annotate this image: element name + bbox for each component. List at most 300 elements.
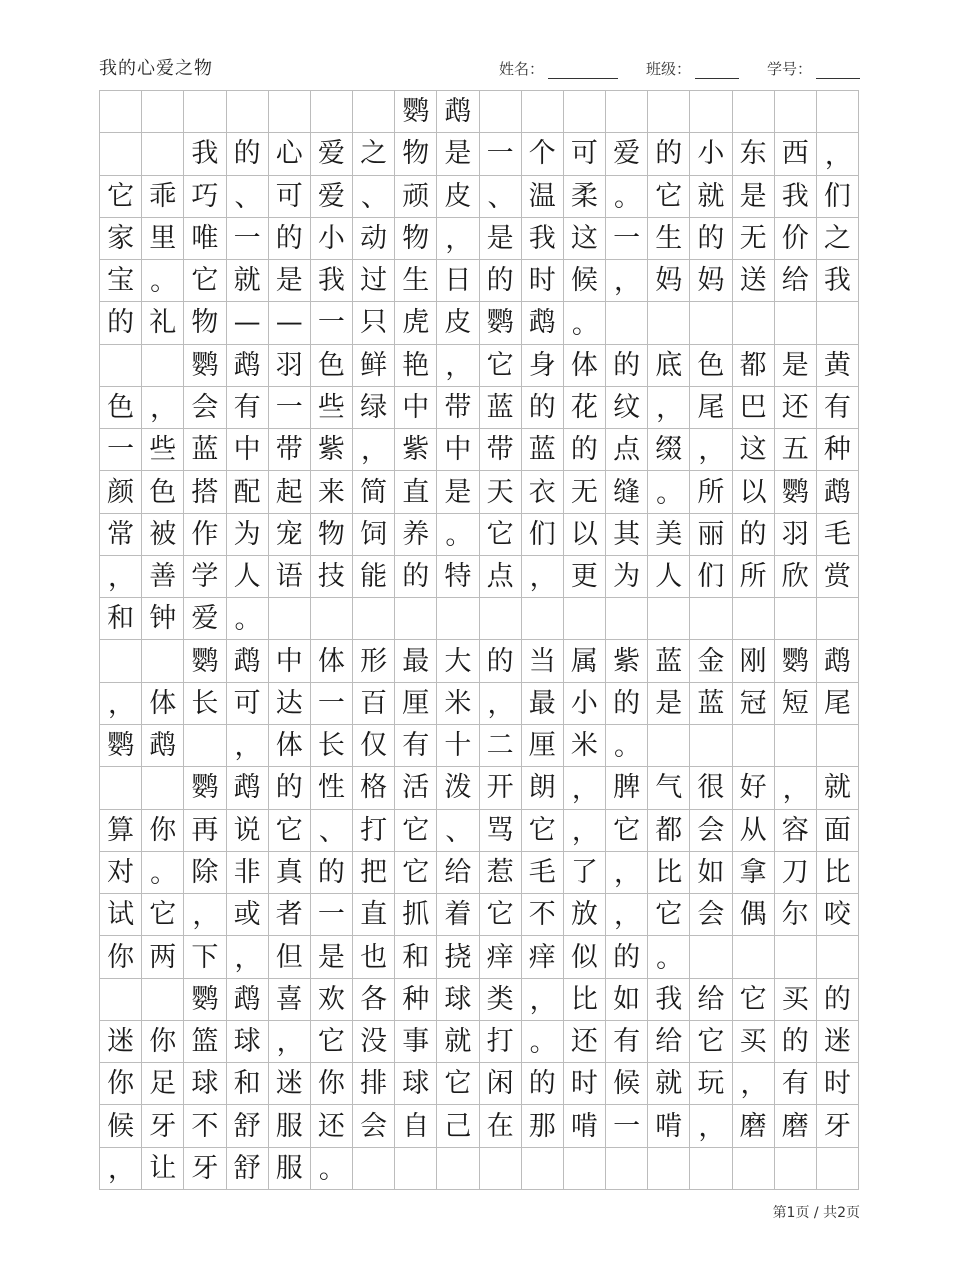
grid-cell: 。 bbox=[227, 598, 269, 640]
grid-cell: 这 bbox=[733, 429, 775, 471]
grid-cell: 是 bbox=[437, 133, 479, 175]
grid-cell: 打 bbox=[480, 1021, 522, 1063]
grid-cell: 鹉 bbox=[227, 640, 269, 682]
grid-cell: 。 bbox=[606, 725, 648, 767]
grid-cell: 痒 bbox=[522, 936, 564, 978]
grid-cell bbox=[606, 1148, 648, 1190]
title-cell bbox=[100, 91, 142, 133]
grid-cell: ， bbox=[690, 1105, 732, 1147]
grid-cell bbox=[480, 1148, 522, 1190]
grid-cell: 鹦 bbox=[775, 471, 817, 513]
grid-cell: 你 bbox=[142, 810, 184, 852]
grid-cell: 鹦 bbox=[184, 345, 226, 387]
grid-cell: 仅 bbox=[353, 725, 395, 767]
title-cell bbox=[522, 91, 564, 133]
grid-cell: 短 bbox=[775, 683, 817, 725]
grid-cell: 真 bbox=[269, 852, 311, 894]
grid-cell: — bbox=[269, 302, 311, 344]
grid-cell: 有 bbox=[227, 387, 269, 429]
grid-cell: 舒 bbox=[227, 1148, 269, 1190]
grid-cell: 活 bbox=[395, 767, 437, 809]
grid-cell: 一 bbox=[480, 133, 522, 175]
grid-cell: 柔 bbox=[564, 176, 606, 218]
grid-cell: 的 bbox=[100, 302, 142, 344]
grid-cell: 、 bbox=[227, 176, 269, 218]
grid-cell: 大 bbox=[437, 640, 479, 682]
grid-cell: 惹 bbox=[480, 852, 522, 894]
grid-cell: 来 bbox=[311, 471, 353, 513]
title-cell: 鹦 bbox=[395, 91, 437, 133]
grid-cell: 它 bbox=[648, 894, 690, 936]
grid-cell: 宝 bbox=[100, 260, 142, 302]
grid-cell: ， bbox=[522, 556, 564, 598]
grid-cell: 紫 bbox=[395, 429, 437, 471]
grid-cell: 温 bbox=[522, 176, 564, 218]
grid-cell: ， bbox=[184, 894, 226, 936]
grid-cell: 你 bbox=[100, 1063, 142, 1105]
grid-cell: 语 bbox=[269, 556, 311, 598]
grid-cell: 的 bbox=[775, 1021, 817, 1063]
grid-cell: 。 bbox=[648, 936, 690, 978]
grid-cell: 花 bbox=[564, 387, 606, 429]
grid-cell: 羽 bbox=[775, 514, 817, 556]
grid-cell bbox=[142, 345, 184, 387]
grid-cell: 的 bbox=[606, 936, 648, 978]
grid-cell: 候 bbox=[564, 260, 606, 302]
grid-cell: 中 bbox=[437, 429, 479, 471]
grid-cell: 它 bbox=[733, 979, 775, 1021]
grid-cell: 动 bbox=[353, 218, 395, 260]
name-blank-line[interactable] bbox=[548, 62, 618, 79]
grid-cell: 和 bbox=[100, 598, 142, 640]
grid-cell: 买 bbox=[733, 1021, 775, 1063]
grid-cell: 常 bbox=[100, 514, 142, 556]
grid-cell: 米 bbox=[564, 725, 606, 767]
grid-cell bbox=[522, 1148, 564, 1190]
grid-cell: 可 bbox=[269, 176, 311, 218]
grid-cell: 是 bbox=[437, 471, 479, 513]
grid-cell: 如 bbox=[606, 979, 648, 1021]
grid-cell: 的 bbox=[269, 218, 311, 260]
grid-cell: 尔 bbox=[775, 894, 817, 936]
title-cell bbox=[142, 91, 184, 133]
grid-cell: 无 bbox=[564, 471, 606, 513]
grid-cell: 除 bbox=[184, 852, 226, 894]
grid-cell: 鹦 bbox=[184, 640, 226, 682]
grid-cell: 试 bbox=[100, 894, 142, 936]
grid-cell: 善 bbox=[142, 556, 184, 598]
grid-cell: 所 bbox=[690, 471, 732, 513]
grid-cell: 有 bbox=[395, 725, 437, 767]
grid-cell: 但 bbox=[269, 936, 311, 978]
grid-cell: 服 bbox=[269, 1105, 311, 1147]
grid-cell: 鹉 bbox=[227, 767, 269, 809]
grid-cell: 给 bbox=[775, 260, 817, 302]
grid-cell: 牙 bbox=[184, 1148, 226, 1190]
grid-cell: 、 bbox=[437, 810, 479, 852]
grid-cell: ， bbox=[269, 1021, 311, 1063]
grid-cell: 绿 bbox=[353, 387, 395, 429]
grid-cell: 舒 bbox=[227, 1105, 269, 1147]
grid-cell bbox=[817, 725, 859, 767]
grid-cell: 妈 bbox=[648, 260, 690, 302]
student-info-fields bbox=[471, 58, 860, 79]
grid-cell: ， bbox=[227, 936, 269, 978]
grid-cell: 们 bbox=[690, 556, 732, 598]
grid-cell: 一 bbox=[269, 387, 311, 429]
grid-cell: 啃 bbox=[564, 1105, 606, 1147]
grid-cell bbox=[184, 725, 226, 767]
grid-cell: 把 bbox=[353, 852, 395, 894]
grid-cell: 丽 bbox=[690, 514, 732, 556]
grid-cell: 。 bbox=[142, 260, 184, 302]
grid-cell: 饲 bbox=[353, 514, 395, 556]
grid-cell: 妈 bbox=[690, 260, 732, 302]
grid-cell: 的 bbox=[227, 133, 269, 175]
grid-cell: 它 bbox=[690, 1021, 732, 1063]
grid-cell bbox=[817, 1148, 859, 1190]
grid-cell: 它 bbox=[480, 345, 522, 387]
grid-cell: 我 bbox=[817, 260, 859, 302]
title-cell bbox=[606, 91, 648, 133]
grid-cell: ， bbox=[100, 556, 142, 598]
grid-cell: 篮 bbox=[184, 1021, 226, 1063]
grid-cell: 一 bbox=[311, 302, 353, 344]
grid-cell: 还 bbox=[564, 1021, 606, 1063]
grid-cell: 这 bbox=[564, 218, 606, 260]
grid-cell: 的 bbox=[564, 429, 606, 471]
grid-cell: 那 bbox=[522, 1105, 564, 1147]
grid-cell: 简 bbox=[353, 471, 395, 513]
grid-cell: 爱 bbox=[184, 598, 226, 640]
grid-cell: ， bbox=[480, 683, 522, 725]
grid-cell: 迷 bbox=[817, 1021, 859, 1063]
grid-cell: 它 bbox=[142, 894, 184, 936]
grid-cell: 带 bbox=[269, 429, 311, 471]
grid-cell bbox=[690, 302, 732, 344]
title-cell: 鹉 bbox=[437, 91, 479, 133]
grid-cell: 它 bbox=[648, 176, 690, 218]
grid-cell: 过 bbox=[353, 260, 395, 302]
grid-cell: 和 bbox=[227, 1063, 269, 1105]
grid-cell: 从 bbox=[733, 810, 775, 852]
grid-cell: 一 bbox=[606, 218, 648, 260]
grid-cell: 缝 bbox=[606, 471, 648, 513]
grid-cell: 中 bbox=[227, 429, 269, 471]
grid-cell bbox=[437, 598, 479, 640]
grid-cell: 足 bbox=[142, 1063, 184, 1105]
grid-cell: 小 bbox=[564, 683, 606, 725]
grid-cell: 的 bbox=[522, 1063, 564, 1105]
grid-cell: 球 bbox=[437, 979, 479, 1021]
grid-cell: 非 bbox=[227, 852, 269, 894]
grid-cell: 是 bbox=[480, 218, 522, 260]
grid-cell: 各 bbox=[353, 979, 395, 1021]
grid-cell: 。 bbox=[437, 514, 479, 556]
grid-cell: 美 bbox=[648, 514, 690, 556]
grid-cell: 抓 bbox=[395, 894, 437, 936]
grid-cell: 蓝 bbox=[522, 429, 564, 471]
grid-cell bbox=[395, 598, 437, 640]
grid-cell: 之 bbox=[353, 133, 395, 175]
grid-cell bbox=[353, 598, 395, 640]
grid-cell: 不 bbox=[184, 1105, 226, 1147]
grid-cell: 为 bbox=[227, 514, 269, 556]
grid-cell: 的 bbox=[480, 640, 522, 682]
grid-cell: 都 bbox=[733, 345, 775, 387]
grid-cell: ， bbox=[227, 725, 269, 767]
grid-cell: 。 bbox=[311, 1148, 353, 1190]
grid-cell: 让 bbox=[142, 1148, 184, 1190]
grid-cell: 它 bbox=[269, 810, 311, 852]
grid-cell: 日 bbox=[437, 260, 479, 302]
grid-cell: 体 bbox=[311, 640, 353, 682]
grid-cell: 礼 bbox=[142, 302, 184, 344]
title-cell bbox=[311, 91, 353, 133]
grid-cell: 、 bbox=[311, 810, 353, 852]
grid-cell: 其 bbox=[606, 514, 648, 556]
grid-cell: 面 bbox=[817, 810, 859, 852]
grid-cell bbox=[733, 1148, 775, 1190]
grid-cell: 赏 bbox=[817, 556, 859, 598]
grid-cell: 色 bbox=[142, 471, 184, 513]
title-cell bbox=[564, 91, 606, 133]
grid-cell: 最 bbox=[395, 640, 437, 682]
grid-cell: 打 bbox=[353, 810, 395, 852]
grid-cell: 喜 bbox=[269, 979, 311, 1021]
grid-cell: ， bbox=[100, 1148, 142, 1190]
grid-cell: 它 bbox=[311, 1021, 353, 1063]
grid-cell: 就 bbox=[817, 767, 859, 809]
grid-cell: 长 bbox=[184, 683, 226, 725]
grid-cell: 都 bbox=[648, 810, 690, 852]
grid-cell: 作 bbox=[184, 514, 226, 556]
grid-cell: 巴 bbox=[733, 387, 775, 429]
grid-cell: 长 bbox=[311, 725, 353, 767]
grid-cell: 挠 bbox=[437, 936, 479, 978]
grid-cell: 闲 bbox=[480, 1063, 522, 1105]
student-number-field[interactable] bbox=[767, 58, 860, 79]
grid-cell: 爱 bbox=[311, 176, 353, 218]
grid-cell: 人 bbox=[227, 556, 269, 598]
grid-cell: 的 bbox=[690, 218, 732, 260]
grid-cell: 黄 bbox=[817, 345, 859, 387]
grid-cell: ， bbox=[437, 345, 479, 387]
grid-cell bbox=[648, 302, 690, 344]
name-field[interactable] bbox=[499, 58, 618, 79]
grid-cell bbox=[142, 979, 184, 1021]
grid-cell: 两 bbox=[142, 936, 184, 978]
title-cell bbox=[184, 91, 226, 133]
grid-cell: 一 bbox=[311, 894, 353, 936]
grid-cell: 它 bbox=[480, 894, 522, 936]
grid-cell: 达 bbox=[269, 683, 311, 725]
grid-cell: 事 bbox=[395, 1021, 437, 1063]
document-title: 我的心爱之物 bbox=[99, 58, 213, 79]
grid-cell: 时 bbox=[817, 1063, 859, 1105]
grid-cell bbox=[564, 598, 606, 640]
grid-cell: 牙 bbox=[817, 1105, 859, 1147]
grid-cell: 有 bbox=[817, 387, 859, 429]
grid-cell bbox=[142, 133, 184, 175]
grid-cell: 金 bbox=[690, 640, 732, 682]
grid-cell bbox=[775, 598, 817, 640]
grid-cell: 时 bbox=[564, 1063, 606, 1105]
grid-cell: 牙 bbox=[142, 1105, 184, 1147]
grid-cell: 和 bbox=[395, 936, 437, 978]
grid-cell: 顽 bbox=[395, 176, 437, 218]
grid-cell: ， bbox=[606, 852, 648, 894]
grid-cell: 厘 bbox=[395, 683, 437, 725]
grid-cell: 小 bbox=[690, 133, 732, 175]
title-cell bbox=[775, 91, 817, 133]
grid-cell bbox=[606, 302, 648, 344]
grid-cell bbox=[690, 725, 732, 767]
grid-cell: 鹉 bbox=[227, 345, 269, 387]
grid-cell: 特 bbox=[437, 556, 479, 598]
grid-cell: 蓝 bbox=[690, 683, 732, 725]
page-indicator: 第1页 / 共2页 bbox=[772, 1205, 860, 1221]
grid-cell: 带 bbox=[480, 429, 522, 471]
grid-cell: 生 bbox=[395, 260, 437, 302]
class-blank-line[interactable] bbox=[695, 62, 739, 79]
grid-cell: 皮 bbox=[437, 176, 479, 218]
grid-cell bbox=[690, 936, 732, 978]
grid-cell: 所 bbox=[733, 556, 775, 598]
grid-cell: 泼 bbox=[437, 767, 479, 809]
grid-cell bbox=[817, 598, 859, 640]
grid-cell: 物 bbox=[311, 514, 353, 556]
grid-cell: 的 bbox=[606, 683, 648, 725]
grid-cell: 的 bbox=[395, 556, 437, 598]
grid-cell: 唯 bbox=[184, 218, 226, 260]
title-cell bbox=[648, 91, 690, 133]
grid-cell: 天 bbox=[480, 471, 522, 513]
grid-cell: 候 bbox=[606, 1063, 648, 1105]
grid-cell: 纹 bbox=[606, 387, 648, 429]
grid-cell bbox=[100, 767, 142, 809]
grid-cell: 是 bbox=[733, 176, 775, 218]
grid-cell: 种 bbox=[817, 429, 859, 471]
grid-cell: 。 bbox=[522, 1021, 564, 1063]
grid-cell bbox=[142, 767, 184, 809]
grid-cell: 更 bbox=[564, 556, 606, 598]
grid-cell bbox=[733, 598, 775, 640]
grid-cell: 些 bbox=[311, 387, 353, 429]
grid-cell: 脾 bbox=[606, 767, 648, 809]
class-field[interactable] bbox=[646, 58, 739, 79]
grid-cell: 如 bbox=[690, 852, 732, 894]
grid-cell: 乖 bbox=[142, 176, 184, 218]
grid-cell: 刚 bbox=[733, 640, 775, 682]
grid-cell: 的 bbox=[311, 852, 353, 894]
grid-cell: 二 bbox=[480, 725, 522, 767]
grid-cell: 起 bbox=[269, 471, 311, 513]
grid-cell: 心 bbox=[269, 133, 311, 175]
grid-cell: 迷 bbox=[269, 1063, 311, 1105]
grid-cell: 色 bbox=[690, 345, 732, 387]
grid-cell: 欣 bbox=[775, 556, 817, 598]
grid-cell: 配 bbox=[227, 471, 269, 513]
grid-cell bbox=[775, 936, 817, 978]
grid-cell: 送 bbox=[733, 260, 775, 302]
grid-cell: 拿 bbox=[733, 852, 775, 894]
grid-cell bbox=[733, 302, 775, 344]
grid-cell: 服 bbox=[269, 1148, 311, 1190]
grid-cell: 宠 bbox=[269, 514, 311, 556]
grid-cell: 气 bbox=[648, 767, 690, 809]
grid-cell: 们 bbox=[817, 176, 859, 218]
grid-cell: 些 bbox=[142, 429, 184, 471]
grid-cell: 。 bbox=[606, 176, 648, 218]
grid-cell: 在 bbox=[480, 1105, 522, 1147]
grid-cell: 颜 bbox=[100, 471, 142, 513]
grid-cell: 朗 bbox=[522, 767, 564, 809]
grid-cell: 尾 bbox=[817, 683, 859, 725]
grid-cell bbox=[269, 598, 311, 640]
grid-cell: 以 bbox=[733, 471, 775, 513]
grid-cell: 就 bbox=[648, 1063, 690, 1105]
grid-cell: 它 bbox=[480, 514, 522, 556]
grid-cell bbox=[775, 725, 817, 767]
grid-cell: 。 bbox=[648, 471, 690, 513]
grid-cell: 自 bbox=[395, 1105, 437, 1147]
grid-cell: 毛 bbox=[522, 852, 564, 894]
grid-cell: 无 bbox=[733, 218, 775, 260]
grid-cell: 己 bbox=[437, 1105, 479, 1147]
grid-cell: ， bbox=[353, 429, 395, 471]
grid-cell: 你 bbox=[100, 936, 142, 978]
class-label: 班级： bbox=[645, 60, 691, 78]
grid-cell: 也 bbox=[353, 936, 395, 978]
grid-cell: 鹉 bbox=[817, 471, 859, 513]
grid-cell: 钟 bbox=[142, 598, 184, 640]
grid-cell bbox=[437, 1148, 479, 1190]
grid-cell: 我 bbox=[648, 979, 690, 1021]
grid-cell: 们 bbox=[522, 514, 564, 556]
grid-cell: 就 bbox=[227, 260, 269, 302]
student-number-blank-line[interactable] bbox=[816, 62, 860, 79]
grid-cell: 还 bbox=[775, 387, 817, 429]
grid-cell: 时 bbox=[522, 260, 564, 302]
grid-cell: 是 bbox=[269, 260, 311, 302]
grid-cell: 我 bbox=[522, 218, 564, 260]
grid-cell: ， bbox=[437, 218, 479, 260]
grid-cell: 紫 bbox=[311, 429, 353, 471]
grid-cell: 可 bbox=[227, 683, 269, 725]
grid-cell bbox=[100, 133, 142, 175]
grid-cell: 磨 bbox=[775, 1105, 817, 1147]
grid-cell: 给 bbox=[437, 852, 479, 894]
grid-cell: ， bbox=[564, 810, 606, 852]
grid-cell: 可 bbox=[564, 133, 606, 175]
grid-cell: 球 bbox=[184, 1063, 226, 1105]
grid-cell: 会 bbox=[690, 810, 732, 852]
grid-cell: 之 bbox=[817, 218, 859, 260]
grid-cell bbox=[100, 979, 142, 1021]
grid-cell: 一 bbox=[311, 683, 353, 725]
grid-cell: 十 bbox=[437, 725, 479, 767]
grid-cell: 尾 bbox=[690, 387, 732, 429]
grid-cell: 巧 bbox=[184, 176, 226, 218]
grid-cell: 会 bbox=[353, 1105, 395, 1147]
grid-cell: 紫 bbox=[606, 640, 648, 682]
grid-cell: 鹦 bbox=[775, 640, 817, 682]
grid-cell: 好 bbox=[733, 767, 775, 809]
grid-cell: ， bbox=[690, 429, 732, 471]
title-cell bbox=[733, 91, 775, 133]
grid-cell: 体 bbox=[269, 725, 311, 767]
